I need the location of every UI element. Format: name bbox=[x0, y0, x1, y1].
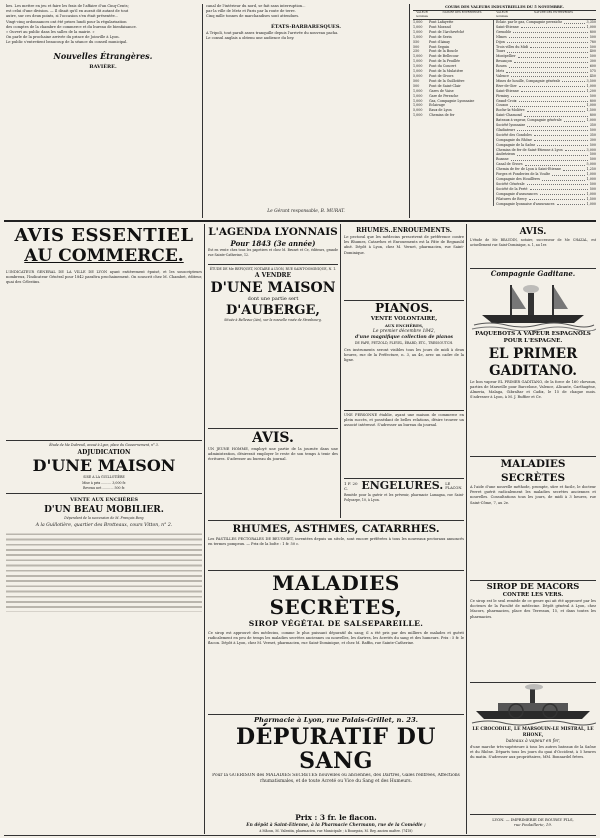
stock-value: 1,000 bbox=[413, 93, 423, 98]
ad-rhumes-top bbox=[344, 226, 464, 298]
stock-name: Besançon bbox=[496, 59, 513, 64]
stock-value: 5,000 bbox=[413, 108, 423, 113]
leader-dots bbox=[521, 89, 585, 93]
leader-dots bbox=[511, 157, 588, 161]
stock-name: Roche-la-Molière bbox=[496, 108, 525, 113]
vente-head: VENTE AUX ENCHÈRES bbox=[70, 497, 138, 504]
sirop-title: SIROP DE MACORS bbox=[486, 581, 580, 591]
stock-name: Mines de houille, Compagnie générale bbox=[496, 78, 561, 83]
adjudication-maison: D'UNE MAISON bbox=[32, 455, 176, 475]
stock-value: 1,000 bbox=[413, 69, 423, 74]
gaditane-body: Le bon vapeur EL PRIMER GADITANO, de la force de 160 chevaux, partira de Marseille pour Barcelone, Valence, Alicante, Carthagène, Almeria, Malaga, Gibraltar et Cadix, le 15 de chaque mois. S'adresser à Lyon, à M. J. Ruffier et Ce. bbox=[470, 379, 596, 400]
leader-dots bbox=[506, 69, 587, 73]
stock-value: 780 bbox=[589, 39, 596, 44]
rhumes-top-title: RHUMES..ENROUEMENTS. bbox=[356, 227, 452, 234]
stock-name: Société de la Ferté bbox=[496, 186, 528, 191]
leader-dots bbox=[514, 59, 588, 63]
stock-name: Gare de Perrache bbox=[429, 93, 459, 98]
stock-name: Chemins de fer de Saint-Etienne à Lyon bbox=[496, 147, 563, 152]
leader-dots bbox=[519, 84, 585, 88]
stock-value: 500 bbox=[589, 93, 596, 98]
vente-sub: Dépendant de la succession de M. Français Bony bbox=[64, 516, 144, 521]
col2-line: canal de l'intérieur du nord, se fait sans interruption... bbox=[206, 4, 306, 8]
stock-value: 500 bbox=[413, 83, 420, 88]
ad-agenda bbox=[208, 226, 338, 376]
vente-body-filler bbox=[6, 532, 202, 612]
leader-dots bbox=[537, 143, 587, 147]
stock-value: 1,000 bbox=[586, 172, 596, 177]
top-column-2 bbox=[206, 4, 406, 214]
stock-value: 350 bbox=[589, 132, 596, 137]
agenda-body: Est en vente chez tous les papetiers et chez M. Brunet et Ce, éditeurs, grande rue Sainte-Catherine, 12. bbox=[208, 248, 338, 257]
stock-value: 1,250 bbox=[586, 167, 596, 172]
leader-dots bbox=[509, 35, 588, 39]
stock-right-column bbox=[494, 20, 596, 206]
stock-value: 1,000 bbox=[413, 54, 423, 59]
stock-head: NATURE DES ENTREPRISES bbox=[533, 11, 574, 14]
ad-avis-jeune-homme bbox=[208, 428, 338, 515]
adjudication-price: Mise à prix .......... 3,000 fr. bbox=[82, 481, 126, 486]
stock-name: Firminy bbox=[496, 93, 510, 98]
stock-value: 500 bbox=[413, 44, 420, 49]
stock-name: Pont de la Boucle bbox=[429, 49, 459, 54]
stock-name: Eclairage bbox=[429, 103, 445, 108]
agenda-title: L'AGENDA LYONNAIS bbox=[208, 226, 338, 238]
stock-name: Andrézieux bbox=[496, 152, 515, 157]
stock-name: Gares de Vaise bbox=[429, 88, 454, 93]
leader-dots bbox=[530, 187, 588, 191]
stock-value: 250 bbox=[413, 49, 420, 54]
stock-name: Filatures de Bercy bbox=[496, 196, 527, 201]
stock-name: Eaux de Lyon bbox=[429, 108, 452, 113]
depuratif-depot2: à Mâcon, M. Valentin, pharmacien, rue Municipale ; à Bourgoin, M. Rey, ancien maître. (7418) bbox=[259, 829, 413, 833]
stock-name: Eclair. par le gaz, Compagnie perraiche bbox=[496, 20, 563, 24]
gerant-signature: Le Gérant responsable, B. MURAT. bbox=[267, 209, 345, 214]
leader-dots bbox=[540, 192, 585, 196]
stock-value: 1,000 bbox=[413, 29, 423, 34]
stock-value: 600 bbox=[589, 64, 596, 69]
agenda-year: Pour 1843 (3e année) bbox=[230, 239, 316, 248]
avis-title: AVIS. bbox=[252, 430, 294, 446]
imprint bbox=[470, 814, 596, 827]
stock-name: Saint-Etienne bbox=[496, 88, 519, 93]
stock-name: Compagnie d'assurances bbox=[496, 191, 538, 196]
stock-name: Grand-Croix bbox=[496, 98, 517, 103]
stock-value: 575 bbox=[589, 69, 596, 74]
maladies-title: MALADIES SECRÈTES, bbox=[269, 571, 403, 619]
col1-line: On parle de la prochaine arrivée du prince de Joinville à Lyon. bbox=[6, 35, 120, 40]
stock-value: 350 bbox=[589, 123, 596, 128]
stock-name: Bateaux à vapeur, Compagnie générale bbox=[496, 118, 562, 123]
leader-dots bbox=[542, 177, 584, 181]
stock-value: 1,000 bbox=[413, 24, 423, 29]
ad-maladies bbox=[208, 570, 464, 711]
stock-head: VALEUR nominale bbox=[495, 11, 509, 18]
stock-value: 500 bbox=[413, 78, 420, 83]
ad-divider bbox=[208, 264, 338, 265]
stock-name: Saint-Etienne bbox=[496, 24, 519, 29]
adjudication-head: Étude de Me Dubreuil, avoué à Lyon, place du Gouvernement, n° 3. bbox=[49, 443, 159, 447]
rhumes-big-title: RHUMES, ASTHMES, CATARRHES. bbox=[232, 523, 440, 535]
stock-name: Saint-Chamond bbox=[496, 113, 522, 118]
stock-value: 300 bbox=[589, 137, 596, 142]
stock-value: 500 bbox=[589, 127, 596, 132]
stock-name: Pont de Bellecour bbox=[429, 54, 459, 59]
ad-maladies-right bbox=[470, 456, 596, 577]
stock-name: Pont de la Feuillée bbox=[429, 59, 460, 64]
avis-right-title: AVIS. bbox=[519, 227, 547, 237]
steamship-icon bbox=[470, 279, 596, 331]
avis-body: UN JEUNE HOMME, employé une partie de la journée dans une administration, désirerait employer le reste de son temps à tenir des écritures. S'adresser au bureau du journal. bbox=[208, 447, 338, 462]
stock-value: 5,000 bbox=[413, 73, 423, 78]
leader-dots bbox=[564, 20, 584, 24]
ad-divider bbox=[6, 493, 202, 494]
col1-line: autre, sur ces deux points, si l'occasion s'en était présentée... bbox=[6, 14, 119, 19]
col1-line: des comptes de la chambre de commerce et du bureau de bienfaisance. bbox=[6, 24, 137, 29]
stock-value: 1,000 bbox=[413, 88, 423, 93]
stock-name: Roanne bbox=[496, 157, 509, 162]
leader-dots bbox=[510, 103, 584, 107]
stock-value: 500 bbox=[589, 181, 596, 186]
stock-name: Pont de la Guillotière bbox=[429, 78, 465, 83]
stock-value: 500 bbox=[589, 34, 596, 39]
avis-essentiel-subtitle: AU COMMERCE. bbox=[24, 246, 184, 266]
stock-value: 1,000 bbox=[586, 191, 596, 196]
gaditane-title: Compagnie Gaditane. bbox=[490, 269, 576, 278]
stock-name: Pont Lafayette bbox=[429, 20, 454, 24]
stock-name: Société lyonnaise bbox=[496, 123, 526, 128]
avis-essentiel-title: AVIS ESSENTIEL bbox=[14, 225, 194, 246]
stock-value: 550 bbox=[413, 39, 420, 44]
agenda-avendre: A VENDRE bbox=[254, 271, 292, 279]
engelures-suffix: LE FLACON. bbox=[445, 482, 463, 490]
adjudication-maison-sub: SISE A LA GUILLOTIÈRE bbox=[83, 474, 125, 479]
leader-dots bbox=[529, 197, 585, 201]
stock-name: Pont de Saint-Clair bbox=[429, 83, 461, 88]
stock-name: Grenoble bbox=[496, 29, 512, 34]
leader-dots bbox=[521, 25, 585, 29]
stock-name: Pont de la Mulatière bbox=[429, 69, 464, 74]
leader-dots bbox=[519, 99, 588, 103]
leader-dots bbox=[562, 79, 584, 83]
column-divider bbox=[202, 4, 203, 218]
leader-dots bbox=[552, 172, 584, 176]
stock-value: 500 bbox=[589, 54, 596, 59]
agenda-maison: D'UNE MAISON bbox=[210, 279, 336, 296]
leader-dots bbox=[564, 118, 585, 122]
stock-value: 800 bbox=[589, 29, 596, 34]
stock-table bbox=[413, 4, 596, 216]
crocodile-body: d'une marche très-supérieure à tous les autres bateaux de la Saône et du Rhône. Départs tous les jours du quai d'Occident, à 5 heures du matin. S'adresser aux propriétaires, MM. Bonnardel frères. bbox=[470, 745, 596, 760]
stock-value: 3,350 bbox=[586, 20, 596, 24]
stock-value: 1,000 bbox=[586, 177, 596, 181]
col1-line: Le public s'entretient beaucoup de la séance du conseil municipal. bbox=[6, 40, 128, 45]
stock-name: Gaz, Compagnie Lyonnaise bbox=[429, 98, 475, 103]
column-divider bbox=[204, 224, 205, 834]
stock-name: Montpellier bbox=[496, 54, 516, 59]
bavaria-title: BAVIÈRE. bbox=[89, 63, 117, 70]
avis-right-body: L'étude de Me BEAUDIN, notaire, successeur de Me CHAZAL, est actuellement rue Saint-Dominique, n. 1, au 1er. bbox=[470, 238, 596, 247]
leader-dots bbox=[524, 113, 588, 117]
leader-dots bbox=[511, 94, 588, 98]
rhumes-big-body: Les PASTILLES PECTORALES DE BEUGNIET, inventées depuis un siècle, sont encore préférées à tous les nouveaux pectoraux annoncés en termes pompeux. — Prix de la boîte : 1 fr. 50 c. bbox=[208, 537, 464, 547]
stock-value: 800 bbox=[589, 113, 596, 118]
adjudication-title: ADJUDICATION bbox=[77, 448, 131, 456]
leader-dots bbox=[517, 152, 588, 156]
depuratif-body: Pour la GUÉRISON des MALADIES SECRÈTES nouvelles ou anciennes, des Dartres, Gales rentrées, Affections rhumatismales, et de toute Acreté ou Vice du Sang et des Humeurs. bbox=[212, 773, 460, 784]
stock-value: 300 bbox=[589, 59, 596, 64]
stock-body bbox=[413, 20, 596, 206]
rhumes-top-body: Le pectoral que les médecins prescrivent de préférence contre les Rhumes, Catarrhes et Enrouements est la Pâte de Regnauld aîné. Dépôt à Lyon, chez M. Vernet, pharmacien, rue Saint-Dominique. bbox=[344, 235, 464, 255]
stock-value: 1,000 bbox=[413, 103, 423, 108]
stock-row bbox=[413, 113, 493, 118]
stock-value: 800 bbox=[589, 98, 596, 103]
stock-value: 1,500 bbox=[586, 108, 596, 113]
leader-dots bbox=[530, 45, 588, 49]
depuratif-price: Prix : 3 fr. le flacon. bbox=[295, 813, 377, 822]
adjudication-revenue: Revenu net ........... 500 fr. bbox=[83, 485, 125, 490]
stock-value: 1,000 bbox=[413, 98, 423, 103]
ad-crocodile bbox=[470, 682, 596, 813]
stock-value: 500 bbox=[589, 152, 596, 157]
pianos-date: Le premier décembre 1842, bbox=[372, 329, 436, 334]
stock-value: 1,000 bbox=[413, 59, 423, 64]
leader-dots bbox=[527, 182, 588, 186]
ad-pianos bbox=[344, 300, 464, 409]
col1-line: est celui d'une division. — Il disait qu'il en aurait dit autant de tout bbox=[6, 9, 129, 14]
ad-avis-essentiel bbox=[6, 226, 202, 666]
pianos-body: d'une magnifique collection de pianos bbox=[355, 335, 453, 340]
engelures-prefix: 1 F. 20 C. bbox=[344, 481, 358, 491]
stock-name: Metz bbox=[496, 69, 505, 74]
vente-title: D'UN BEAU MOBILIER. bbox=[44, 505, 164, 516]
agenda-etude: ÉTUDE DE Me REPIQUET, NOTAIRE A LYON, RUE SAINT-DOMINIQUE, N. 1. bbox=[209, 267, 337, 271]
imprint-line2: rue Poulaillerie, 19. bbox=[514, 822, 552, 827]
stock-table-title: COURS DES VALEURS INDUSTRIELLES DU 5 NOVEMBRE. bbox=[413, 4, 596, 11]
stock-value: 3,500 bbox=[586, 78, 596, 83]
pianos-title: PIANOS. bbox=[375, 301, 433, 315]
stock-name: Compagnie de la Saône bbox=[496, 142, 536, 147]
stock-value: 500 bbox=[589, 186, 596, 191]
stock-head: VALEUR nominale bbox=[415, 11, 429, 18]
stock-value: 500 bbox=[589, 157, 596, 162]
leader-dots bbox=[534, 133, 588, 137]
crocodile-title: LE CROCODILE, LE MARSOUIN-LE MISTRAL, LE RHONE, bbox=[472, 727, 594, 738]
stock-name: Rive-de-Gier bbox=[496, 83, 517, 88]
bottom-border bbox=[4, 835, 596, 836]
sirop-body: Ce sirop est le seul remède de ce genre qui ait été approuvé par les docteurs de la Faculté de médecine. Dépôt général à Lyon, chez Macors, pharmacien, place des Terreaux, 15, et dans toutes les pharmacies. bbox=[470, 599, 596, 619]
top-column-1 bbox=[6, 4, 200, 214]
ad-personne bbox=[344, 410, 464, 477]
leader-dots bbox=[511, 74, 588, 78]
stock-value: 1,500 bbox=[586, 196, 596, 201]
ad-rhumes-big bbox=[208, 520, 464, 569]
stock-name: Valence bbox=[496, 73, 509, 78]
stock-value: 5,000 bbox=[586, 162, 596, 167]
gaditane-sub: PAQUEBOTS A VAPEUR ESPAGNOLS POUR L'ESPAGNE. bbox=[475, 331, 591, 345]
leader-dots bbox=[527, 108, 585, 112]
avis-essentiel-body: L'INDICATEUR GÉNÉRAL DE LA VILLE DE LYON ayant entièrement épuisé, et les souscripteurs nombreux, l'Indicateur Général pour 1842 paraîtra prochainement. On souscrit chez M. Chambet, éditeur, quai des Célestins. bbox=[6, 270, 202, 285]
stock-name: Trois villes du Midi bbox=[496, 44, 529, 49]
pianos-sub2: AUX ENCHÈRES, bbox=[384, 323, 424, 328]
section-divider bbox=[4, 220, 596, 222]
stock-name: Gladiateurs bbox=[496, 127, 516, 132]
stock-value: 400 bbox=[589, 49, 596, 54]
leader-dots bbox=[557, 202, 585, 206]
col1-line: Vingt-cinq ordonnances ont été prises lundi pour la régularisation bbox=[6, 19, 127, 24]
stock-name: Pont de l'Archevêché bbox=[429, 29, 465, 34]
stock-value: 1,000 bbox=[586, 24, 596, 29]
depuratif-title: DÉPURATIF DU SANG bbox=[236, 724, 436, 774]
imprint-line1: LYON. — IMPRIMERIE DE BOURSY FILS, bbox=[492, 817, 574, 822]
stock-name: Société Générale bbox=[496, 181, 525, 186]
pianos-sub1: VENTE VOLONTAIRE, bbox=[370, 316, 438, 322]
barbary-title: ÉTATS-BARBARESQUES. bbox=[270, 23, 342, 30]
depuratif-top: Pharmacie à Lyon, rue Palais-Grillet, n. 23. bbox=[253, 716, 419, 724]
stock-value: 1,000 bbox=[586, 103, 596, 108]
sirop-sub: CONTRE LES VERS. bbox=[502, 592, 564, 598]
stock-header bbox=[413, 11, 596, 20]
col1-line: « Ouvert au public dans les salles de la mairie. » bbox=[6, 30, 95, 35]
col2-line: Le consul anglais a obtenu une audience du bey. bbox=[206, 35, 295, 40]
column-divider bbox=[340, 224, 341, 518]
maladies-right-body: A l'aide d'une nouvelle méthode, prompte, sûre et facile, le docteur Perret guérit radicalement les maladies secrètes anciennes et nouvelles. Consultations tous les jours, de midi à 3 heures, rue Saint-Côme, 7, au 2e. bbox=[470, 485, 596, 505]
stock-value: 1,000 bbox=[413, 20, 423, 24]
stock-name: Pont Morand bbox=[429, 24, 451, 29]
leader-dots bbox=[517, 128, 587, 132]
stock-value: 1,000 bbox=[586, 118, 596, 123]
stock-left-column bbox=[413, 20, 494, 206]
stock-name: Chemins de fer bbox=[429, 113, 455, 118]
stock-value: 3,000 bbox=[586, 147, 596, 152]
agenda-maison-sub: dont une partie sert bbox=[247, 295, 299, 302]
stock-name: Pont de Serin bbox=[429, 34, 452, 39]
stock-value: 500 bbox=[589, 142, 596, 147]
column-divider bbox=[466, 224, 467, 834]
engelures-body: Remède pour la guérir et les prévenir, pharmacie Lamagna, rue Saint-Polycarpe, 10, à Lyon. bbox=[344, 493, 464, 502]
pianos-body2: DE PAPE, PETZOLD, PLEYEL, ÉRARD, ETC., TRESSOUTCH. bbox=[354, 341, 454, 345]
gaditane-ship: EL PRIMER GADITANO. bbox=[488, 345, 578, 379]
leader-dots bbox=[507, 40, 588, 44]
stock-name: Pont du Concert bbox=[429, 64, 457, 69]
stock-value: 1,000 bbox=[413, 113, 423, 118]
stock-name: Rouen bbox=[496, 64, 507, 69]
agenda-auberge: D'AUBERGE, bbox=[226, 302, 320, 318]
stock-value: 1,000 bbox=[413, 34, 423, 39]
ad-sirop-macors bbox=[470, 580, 596, 681]
stock-value: 1,000 bbox=[586, 201, 596, 206]
leader-dots bbox=[525, 162, 585, 166]
col2-line: Cinq mille tonnes de marchandises sont attendues. bbox=[206, 14, 300, 19]
leader-dots bbox=[513, 30, 587, 34]
stock-name: Pont de Givors bbox=[429, 73, 454, 78]
stock-name: Chemin de fer de Lyon à Saint-Etienne bbox=[496, 167, 561, 172]
leader-dots bbox=[518, 54, 588, 58]
stock-value: 1,000 bbox=[586, 83, 596, 88]
pianos-body3: Ces instruments seront visibles tous les jours de midi à deux heures, rue de la Préfecture, n. 3, au 4e, avec un cadre de la ligne. bbox=[344, 347, 464, 362]
leader-dots bbox=[507, 49, 587, 53]
stock-head: NATURE DES ENTREPRISES bbox=[442, 11, 482, 14]
stock-name: Couzon bbox=[496, 103, 509, 108]
personne-body: UNE PERSONNE établie, ayant une maison de commerce en plein succès, et possédant de belles relations, désire trouver un associé intéressé. S'adresser au bureau du journal. bbox=[344, 413, 464, 428]
stock-name: Société des Gondoles bbox=[496, 132, 532, 137]
stock-value: 450 bbox=[589, 73, 596, 78]
agenda-auberge-sub: Située à Bellevue (Ain), sur la nouvelle route de Strasbourg. bbox=[224, 317, 322, 322]
stock-name: Nîmes bbox=[496, 34, 507, 39]
maladies-right-title: MALADIES SECRÈTES bbox=[500, 458, 566, 484]
stock-value: 1,000 bbox=[413, 64, 423, 69]
ad-avis-right bbox=[470, 226, 596, 266]
stock-value: 1,200 bbox=[586, 88, 596, 93]
stock-name: Pont Seguin bbox=[429, 44, 450, 49]
ad-depuratif bbox=[208, 714, 464, 835]
stock-name: Dijon bbox=[496, 39, 505, 44]
stock-name: Tours bbox=[496, 49, 506, 54]
stock-row bbox=[496, 202, 596, 207]
leader-dots bbox=[509, 64, 588, 68]
leader-dots bbox=[534, 138, 588, 142]
ad-engelures bbox=[344, 478, 464, 517]
news-foreign-title: Nouvelles Étrangères. bbox=[53, 50, 153, 61]
stock-name: Compagnie des Houillères bbox=[496, 177, 541, 181]
col2-line: par la ville de Metz et Paris par la route de terre. bbox=[206, 9, 296, 14]
stock-name: Compagnie du Rhône bbox=[496, 137, 532, 142]
leader-dots bbox=[527, 123, 587, 127]
river-steamboat-icon bbox=[470, 683, 596, 727]
leader-dots bbox=[563, 167, 585, 171]
vente-place: A la Guillotière, quartier des Brotteaux, cours Vitton, n° 2. bbox=[35, 522, 173, 528]
stock-name: Forges et Fonderies de la Voulte bbox=[496, 172, 551, 177]
maladies-body: Ce sirop est approuvé des médecins, comme le plus puissant dépuratif du sang; il a été pris par des milliers de malades et guérit radicalement en peu de temps les maladies secrètes anciennes ou nouvelles, les dartres, les âcretés du sang et des humeurs. Prix : 5 fr. le flacon. Dépôt à Lyon, chez M. Vernet, pharmacien, rue Saint-Dominique, et chez M. Raffin, rue Sainte-Catherine. bbox=[208, 631, 464, 646]
leader-dots bbox=[565, 148, 585, 152]
ad-divider bbox=[6, 440, 202, 441]
stock-name: Compagnie lyonnaise d'assurances bbox=[496, 201, 555, 206]
engelures-title: ENGELURES. bbox=[361, 479, 444, 492]
column-divider bbox=[409, 4, 410, 218]
ad-gaditane bbox=[470, 268, 596, 455]
stock-value: 500 bbox=[589, 44, 596, 49]
col1-line: bes. Les mettre en jeu et faire les frais de l'affaire d'un Cinq-Cents; bbox=[6, 4, 129, 8]
engelures-heading bbox=[344, 479, 464, 493]
col2-line: A Tripoli, tout paraît assez tranquille depuis l'arrivée du nouveau pacha. bbox=[206, 30, 339, 35]
crocodile-sub: bateaux à vapeur en fer, bbox=[505, 739, 560, 744]
maladies-sub: SIROP VÉGÉTAL DE SALSEPAREILLE. bbox=[248, 619, 424, 628]
stock-name: Canal de Givors bbox=[496, 162, 523, 167]
stock-name: Pont d'Ainay bbox=[429, 39, 450, 44]
depuratif-depot: En dépôt à Saint-Etienne, à la Pharmacie Chermann, rue de la Comédie ; bbox=[246, 823, 426, 828]
